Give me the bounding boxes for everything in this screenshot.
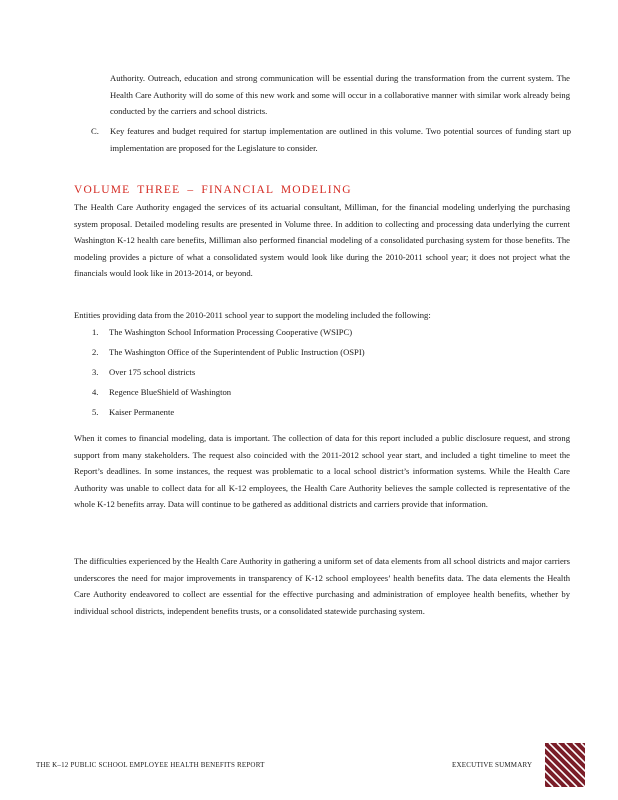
- list-item-number: 5.: [92, 407, 99, 417]
- continuation-paragraph: Authority. Outreach, education and strong communication will be essential during the transformation from the current system. The Health Care Authority will do some of this new work and some will occur in a collaborative manner with similar work already being conducted by the carriers and school districts.: [110, 73, 570, 117]
- list-item-number: 4.: [92, 387, 99, 397]
- data-difficulties-paragraph: The difficulties experienced by the Health Care Authority in gathering a uniform set of data elements from all school districts and major carriers underscores the need for major improvements in transparency of K-12 school employees’ health benefits data. The data elements the Health Care Authority endeavored to collect are essential for the effective purchasing and administration of employee health benefits, whether by individual school districts, independent benefits trusts, or a consolidated statewide purchasing system.: [74, 556, 570, 616]
- list-item-label: Regence BlueShield of Washington: [109, 387, 232, 397]
- list-item-label: Over 175 school districts: [109, 367, 196, 377]
- section-heading: VOLUME THREE – FINANCIAL MODELING: [74, 183, 352, 196]
- list-item-number: 3.: [92, 367, 99, 377]
- entities-intro-paragraph: Entities providing data from the 2010-2011 school year to support the modeling included the following:: [74, 310, 431, 320]
- list-item-number: 2.: [92, 347, 99, 357]
- footer-report-title: THE K–12 PUBLIC SCHOOL EMPLOYEE HEALTH BENEFITS REPORT: [36, 761, 265, 769]
- list-item-c-text: Key features and budget required for startup implementation are outlined in this volume. Two potential sources of funding start up implementation are proposed for the Legislature to consider.: [110, 126, 571, 153]
- list-item-number: 1.: [92, 327, 99, 337]
- list-item-label: Kaiser Permanente: [109, 407, 175, 417]
- list-item: [92, 404, 532, 424]
- list-item: [92, 384, 532, 404]
- entities-list: [92, 324, 532, 424]
- list-item-c-letter: C.: [91, 126, 99, 136]
- footer-section-title: EXECUTIVE SUMMARY: [452, 761, 533, 769]
- data-collection-paragraph: When it comes to financial modeling, data is important. The collection of data for this report included a public disclosure request, and strong support from many stakeholders. The request also coincided with the 2011-2012 school year start, and included a tight timeline to meet the Report’s deadlines. In some instances, the request was problematic to a local school district’s information systems. While the Health Care Authority was unable to collect data for all K-12 employees, the Health Care Authority believes the sample collected is representative of the whole K-12 benefits array. Data will continue to be gathered as additional districts and carriers provide that information.: [74, 433, 570, 510]
- list-item-label: The Washington School Information Processing Cooperative (WSIPC): [109, 327, 353, 337]
- diagonal-stripes-logo-icon: [545, 743, 585, 787]
- list-item: [92, 324, 532, 344]
- list-item-c: [91, 123, 571, 156]
- list-item: [92, 344, 532, 364]
- modeling-intro-paragraph: The Health Care Authority engaged the services of its actuarial consultant, Milliman, for the financial modeling underlying the purchasing system proposal. Detailed modeling results are presented in Volume three. In addition to collecting and processing data underlying the current Washington K-12 health care benefits, Milliman also performed financial modeling of a consolidated purchasing system for those benefits. The modeling provides a picture of what a consolidated system would look like during the 2010-2011 school year; it does not project what the financials would look like in 2013-2014, or beyond.: [74, 202, 570, 279]
- list-item: [92, 364, 532, 384]
- list-item-label: The Washington Office of the Superintendent of Public Instruction (OSPI): [109, 347, 365, 357]
